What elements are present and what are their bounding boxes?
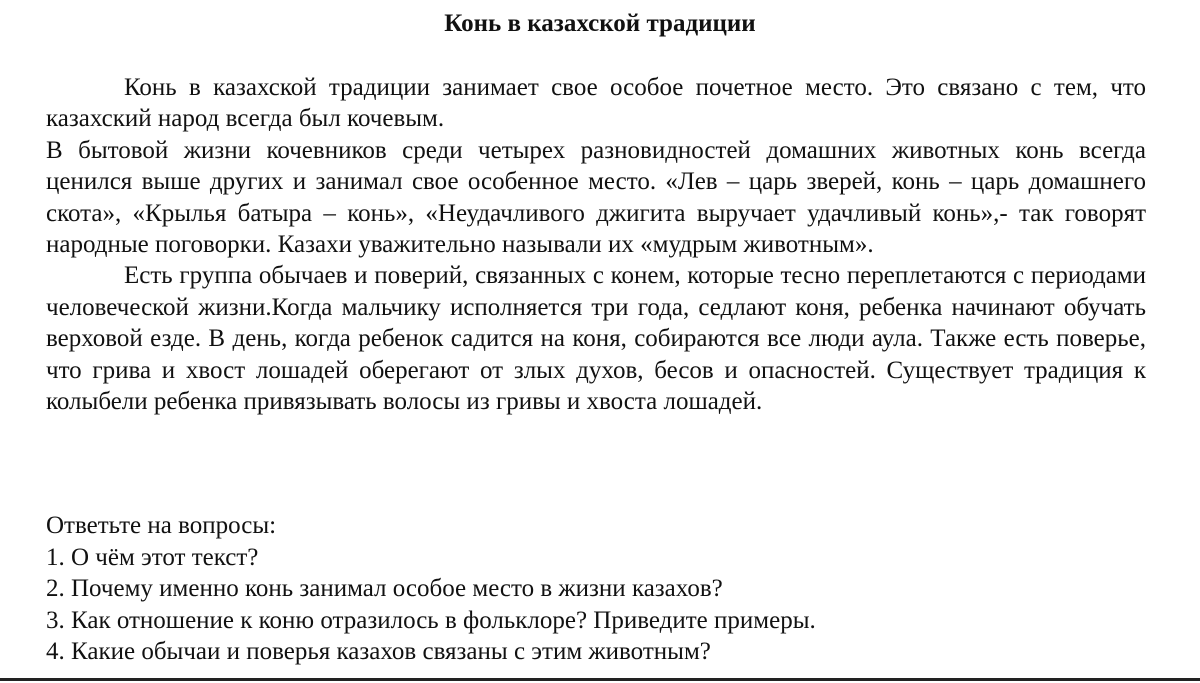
paragraph-proverbs: В бытовой жизни кочевников среди четырех разновидностей домашних животных конь всегда ценился выше других и занимал свое особенное место. «Лев – царь зверей, конь – царь домашнего скота», «Крылья батыра – конь», «Неудачливого джигита выручает удачливый конь»,- так говорят народные поговорки. Казахи уважительно называли их «мудрым животным». — [46, 136, 1146, 259]
question-item: 3. Как отношение к коню отразилось в фольклоре? Приведите примеры. — [46, 606, 816, 634]
questions-heading: Ответьте на вопросы: — [46, 512, 277, 539]
paragraph-intro: Конь в казахской традиции занимает свое особое почетное место. Это связано с тем, что казахский народ всегда был кочевым. — [46, 74, 1146, 133]
document-title: Конь в казахской традиции — [444, 10, 756, 37]
question-item: 4. Какие обычаи и поверья казахов связаны с этим животным? — [46, 638, 711, 665]
bottom-divider — [0, 678, 1200, 681]
question-item: 2. Почему именно конь занимал особое место в жизни казахов? — [46, 575, 723, 602]
document-body — [46, 72, 1146, 417]
questions-section — [46, 510, 1146, 668]
question-item: 1. О чём этот текст? — [46, 543, 259, 571]
paragraph-customs: Есть группа обычаев и поверий, связанных с конем, которые тесно переплетаются с периодами человеческой жизни.Когда мальчику исполняется три года, седлают коня, ребенка начинают обучать верховой езде. В день, когда ребенок садится на коня, собираются все люди аула. Также есть поверье, что грива и хвост лошадей оберегают от злых духов, бесов и опасностей. Существует традиция к колыбели ребенка привязывать волосы из гривы и хвоста лошадей. — [46, 262, 1146, 416]
